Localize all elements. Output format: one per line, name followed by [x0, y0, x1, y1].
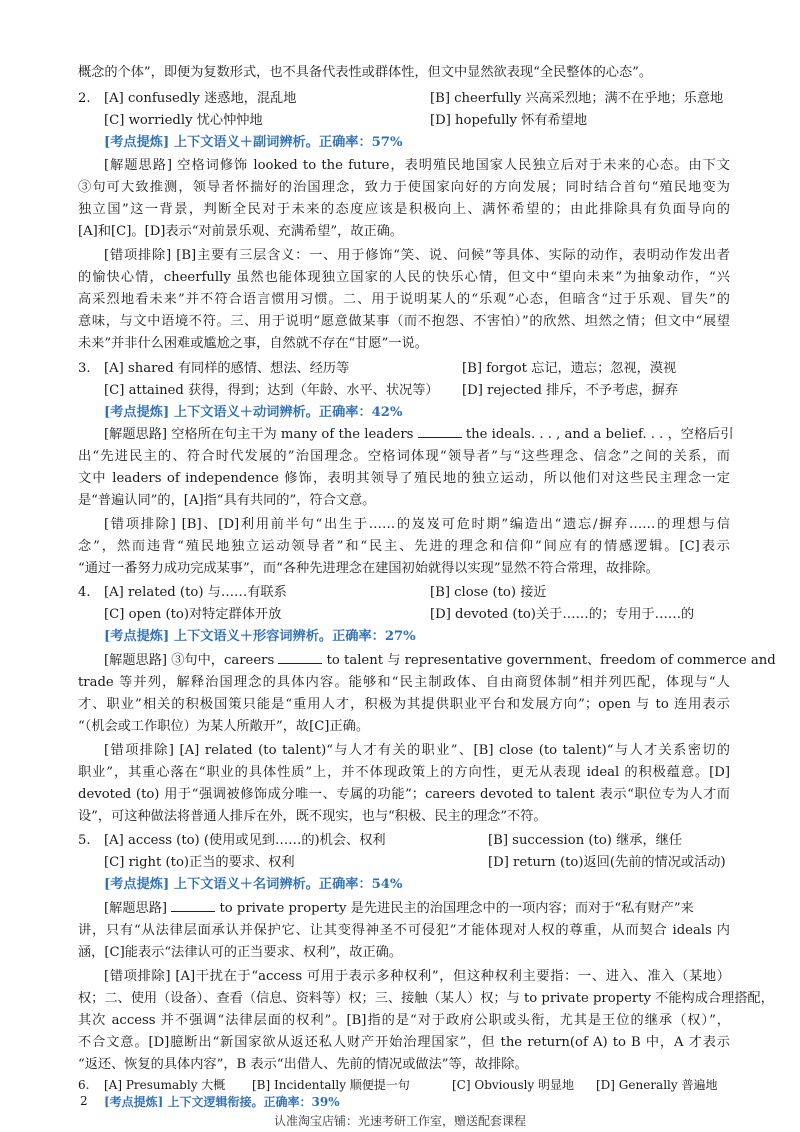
q3-blank — [418, 425, 462, 438]
q3-option-d: [D] rejected 排斥，不予考虑，摒弃 — [462, 383, 679, 398]
q4-analysis-1a: [解题思路] ③句中，careers — [104, 653, 275, 668]
q2-error-4: 意味，与文中语境不符。三、用于说明“愿意做某事（而不抱怨、不害怕）”的欣然、坦然之情；但文中“展望 — [78, 314, 730, 329]
q3-error-3: “通过一番努力成功完成某事”，而“各种先进理念在建国初始就得以实现”显然不符合常理，故排除。 — [78, 561, 659, 576]
q4-point: [考点提炼] 上下文语义＋形容词辨析。正确率：27% — [104, 629, 416, 644]
q2-option-c: [C] worriedly 忧心忡忡地 — [104, 113, 263, 128]
q3-analysis-3: 文中 leaders of independence 修饰，表明其领导了殖民地的独立运动，所以他们对这些民主理念一定 — [78, 471, 730, 486]
q2-analysis-4: [A]和[C]。[D]表示“对前景乐观、充满希望”，故正确。 — [78, 224, 404, 239]
q3-error-2: 念”，然而违背“殖民地独立运动领导者”和“民主、先进的理念和信仰”间应有的情感逻辑。[C]表示 — [78, 539, 730, 554]
q5-point: [考点提炼] 上下文语义＋名词辨析。正确率：54% — [104, 877, 403, 892]
q2-option-a: [A] confusedly 迷惑地，混乱地 — [104, 91, 297, 106]
q4-option-a: [A] related (to) 与……有联系 — [104, 585, 287, 600]
footer-watermark: 认准淘宝店铺：光速考研工作室，赠送配套课程 — [273, 1114, 526, 1128]
q2-error-1: [错项排除] [B]主要有三层含义：一、用于修饰“笑、说、问候”等具体、实际的动作，表明动作发出者 — [104, 248, 730, 263]
q6-number: 6. — [78, 1078, 90, 1092]
q2-error-2: 的愉快心情，cheerfully 虽然也能体现独立国家的人民的快乐心情，但文中“望向未来”为抽象动作，“兴 — [78, 270, 730, 285]
q4-analysis-1 — [104, 650, 776, 672]
q4-option-b: [B] close (to) 接近 — [430, 585, 547, 600]
q5-option-c: [C] right (to)正当的要求、权利 — [104, 855, 295, 870]
q4-error-1: [错项排除] [A] related (to talent)“与人才有关的职业”、[B] close (to talent)“与人才关系密切的 — [104, 743, 730, 758]
q6-option-a: [A] Presumably 大概 — [104, 1078, 226, 1092]
q5-error-2: 权；二、使用（设备）、查看（信息、资料等）权；三、接触（某人）权；与 to private property 不能构成合理搭配， — [78, 991, 774, 1006]
q3-analysis-2: 出“先进民主的、符合时代发展的”治国理念。空格词体现“领导者”与“这些理念、信念”之间的关系，而 — [78, 449, 730, 464]
q5-number: 5. — [78, 833, 91, 848]
q5-analysis-3: 涵，[C]能表示“法律认可的正当要求、权利”，故正确。 — [78, 945, 402, 960]
q5-error-5: “返还、恢复的具体内容”，B 表示“出借人、先前的情况或做法”等，故排除。 — [78, 1057, 528, 1072]
q4-error-3: devoted (to) 用于“强调被修饰成分唯一、专属的功能”；careers devoted to talent 表示“职位专为人才而 — [78, 787, 730, 802]
q6-option-c: [C] Obviously 明显地 — [452, 1078, 575, 1092]
q2-analysis-3: 独立国”这一背景，判断全民对于未来的态度应该是积极向上、满怀希望的；由此排除具有负面导向的 — [78, 202, 730, 217]
q4-blank — [278, 651, 322, 664]
q6-point: [考点提炼] 上下文逻辑衔接。正确率：39% — [104, 1095, 340, 1109]
intro-line: 概念的个体”，即便为复数形式，也不具备代表性或群体性，但文中显然欲表现“全民整体的心态”。 — [78, 65, 653, 80]
q4-number: 4. — [78, 585, 91, 600]
q5-error-1: [错项排除] [A]干扰在于“access 可用于表示多种权利”，但这种权利主要指：一、进入、准入（某地） — [104, 969, 730, 984]
q5-analysis-1b: to private property 是先进民主的治国理念中的一项内容；而对于“私有财产”来 — [219, 901, 694, 916]
q4-error-2: 职业”，其重心落在“职业的具体性质”上，并不体现政策上的方向性，更无从表现 ideal 的积极蕴意。[D] — [78, 765, 730, 780]
q4-analysis-2: trade 等并列，解释治国理念的具体内容。能够和“民主制政体、自由商贸体制”相并列匹配，体现与“人 — [78, 675, 730, 690]
q2-analysis-1: [解题思路] 空格词修饰 looked to the future，表明殖民地国家人民独立后对于未来的心态。由下文 — [104, 158, 730, 173]
q4-analysis-4: “（机会或工作职位）为某人所敞开”，故[C]正确。 — [78, 719, 370, 734]
q3-analysis-4: 是“普遍认同”的，[A]指“具有共同的”，符合文意。 — [78, 493, 376, 508]
q2-error-3: 高采烈地看未来”并不符合语言惯用习惯。二、用于说明某人的“乐观”心态，但暗含“过于乐观、冒失”的 — [78, 292, 730, 307]
q5-option-d: [D] return (to)返回(先前的情况或活动) — [488, 855, 726, 870]
q2-number: 2. — [78, 91, 91, 106]
q5-analysis-1 — [104, 898, 730, 920]
q5-error-3: 其次 access 并不强调“法律层面的权利”。[B]指的是“对于政府公职或头衔，尤其是王位的继承（权）”， — [78, 1013, 730, 1028]
q3-option-a: [A] shared 有同样的感情、想法、经历等 — [104, 361, 350, 376]
q3-option-b: [B] forgot 忘记，遗忘；忽视，漠视 — [462, 361, 677, 376]
q6-option-d: [D] Generally 普遍地 — [596, 1078, 718, 1092]
q4-option-c: [C] open (to)对特定群体开放 — [104, 607, 282, 622]
q3-analysis-1 — [104, 424, 734, 446]
q3-analysis-1a: [解题思路] 空格所在句主干为 many of the leaders — [104, 427, 414, 442]
q4-option-d: [D] devoted (to)关于……的；专用于……的 — [430, 607, 695, 622]
q4-error-4: 设”，可这种做法将普通人排斥在外，既不现实，也与“积极、民主的理念”不符。 — [78, 809, 547, 824]
q5-option-b: [B] succession (to) 继承，继任 — [488, 833, 683, 848]
q3-option-c: [C] attained 获得，得到；达到（年龄、水平、状况等） — [104, 383, 439, 398]
q4-analysis-1b: to talent 与 representative government、freedom of commerce and — [326, 653, 776, 668]
q3-number: 3. — [78, 361, 91, 376]
q5-analysis-1a: [解题思路] — [104, 901, 168, 916]
page-number: 2 — [80, 1094, 88, 1108]
q4-analysis-3: 才、职业”相关的积极国策只能是“重用人才，积极为其提供职业平台和发展方向”；open 与 to 连用表示 — [78, 697, 730, 712]
q2-option-b: [B] cheerfully 兴高采烈地；满不在乎地；乐意地 — [430, 91, 724, 106]
q6-option-b: [B] Incidentally 顺便提一句 — [252, 1078, 410, 1092]
q2-error-5: 未来”并非什么困难或尴尬之事，自然就不存在“甘愿”一说。 — [78, 336, 428, 351]
q2-point: [考点提炼] 上下文语义＋副词辨析。正确率：57% — [104, 135, 403, 150]
q5-blank — [171, 899, 215, 912]
q5-error-4: 不合文意。[D]臆断出“新国家欲从返还私人财产开始治理国家”，但 the return(of A) to B 中，A 才表示 — [78, 1035, 730, 1050]
q5-analysis-2: 讲，只有“从法律层面承认并保护它、让其变得神圣不可侵犯”才能体现对人权的尊重，从而契合 ideals 内 — [78, 923, 730, 938]
q2-option-d: [D] hopefully 怀有希望地 — [430, 113, 588, 128]
q3-analysis-1b: the ideals. . . , and a belief. . . ，空格后引 — [465, 427, 734, 442]
q5-option-a: [A] access (to) (使用或见到……的)机会、权利 — [104, 833, 386, 848]
q3-point: [考点提炼] 上下文语义＋动词辨析。正确率：42% — [104, 405, 403, 420]
q3-error-1: [错项排除] [B]、[D]利用前半句“出生于……的岌岌可危时期”编造出“遗忘/摒弃……的理想与信 — [104, 517, 730, 532]
q2-analysis-2: ③句可大致推测，领导者怀揣好的治国理念，致力于使国家向好的方向发展；同时结合首句“殖民地变为 — [78, 180, 730, 195]
